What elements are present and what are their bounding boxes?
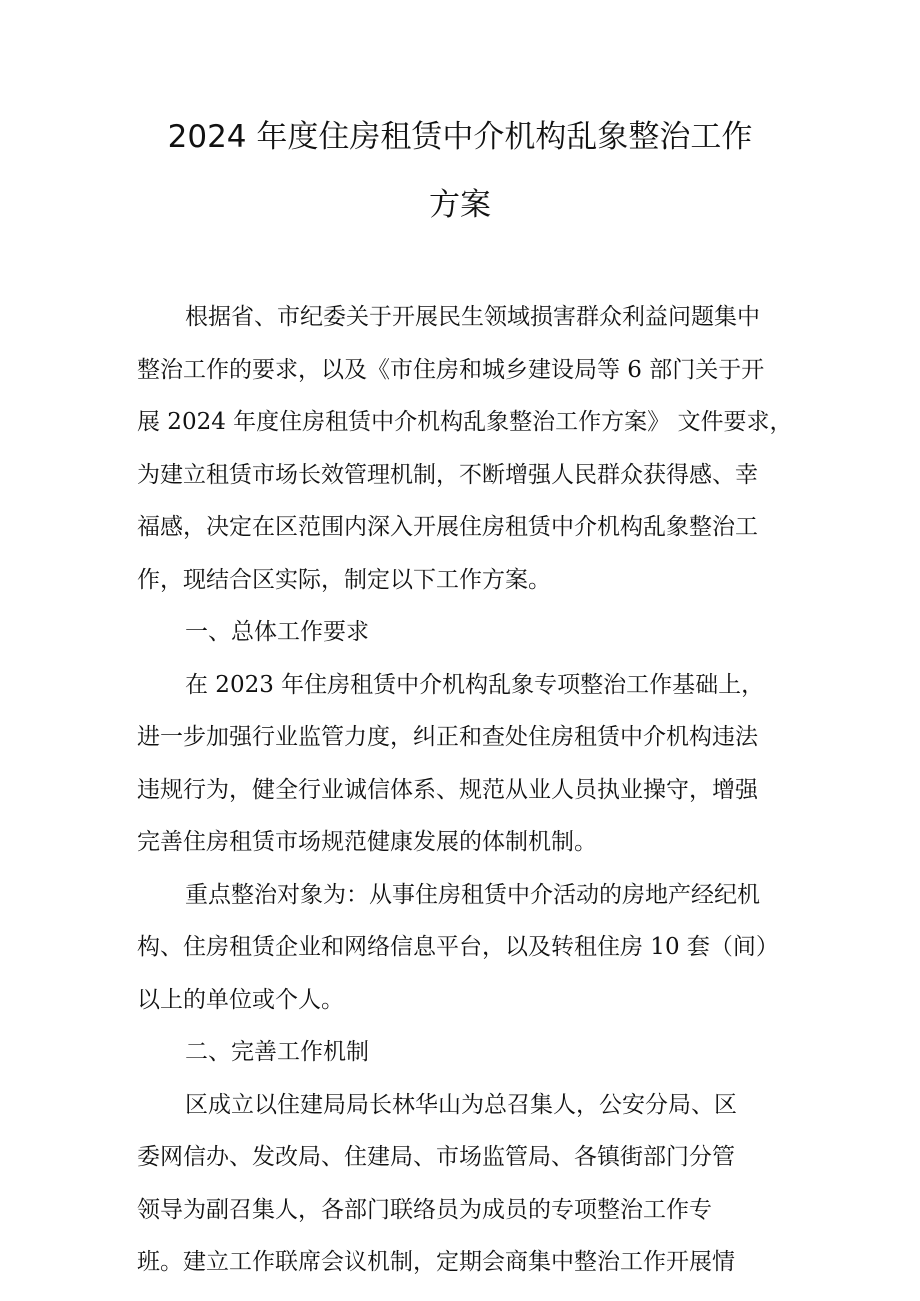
paragraph-line: 展 2024 年度住房租赁中介机构乱象整治工作方案》 文件要求， xyxy=(137,409,793,435)
paragraph-line: 福感，决定在区范围内深入开展住房租赁中介机构乱象整治工 xyxy=(137,514,758,540)
document-title-line-2: 方案 xyxy=(429,187,491,223)
paragraph-line: 重点整治对象为：从事住房租赁中介活动的房地产经纪机 xyxy=(185,881,760,908)
document-body xyxy=(137,291,813,1289)
paragraph-line: 委网信办、发改局、住建局、市场监管局、各镇街部门分管 xyxy=(137,1144,735,1170)
paragraph-line: 班。建立工作联席会议机制，定期会商集中整治工作开展情 xyxy=(137,1249,735,1275)
paragraph-line: 在 2023 年住房租赁中介机构乱象专项整治工作基础上， xyxy=(185,671,765,698)
section-heading: 一、总体工作要求 xyxy=(185,619,369,645)
paragraph-line: 作，现结合区实际，制定以下工作方案。 xyxy=(137,566,551,593)
paragraph-line: 领导为副召集人，各部门联络员为成员的专项整治工作专 xyxy=(137,1196,712,1223)
paragraph-line: 进一步加强行业监管力度，纠正和查处住房租赁中介机构违法 xyxy=(137,724,758,750)
paragraph-line: 区成立以住建局局长林华山为总召集人，公安分局、区 xyxy=(185,1091,737,1118)
paragraph-line: 违规行为，健全行业诚信体系、规范从业人员执业操守，增强 xyxy=(137,776,758,803)
paragraph-line: 整治工作的要求，以及《市住房和城乡建设局等 6 部门关于开 xyxy=(137,356,765,383)
document-title-line-1: 2024 年度住房租赁中介机构乱象整治工作 xyxy=(167,119,753,155)
paragraph-line: 为建立租赁市场长效管理机制，不断增强人民群众获得感、幸 xyxy=(137,461,758,488)
paragraph-line: 以上的单位或个人。 xyxy=(137,986,344,1013)
paragraph-line: 根据省、市纪委关于开展民生领域损害群众利益问题集中 xyxy=(185,304,760,330)
paragraph-line: 完善住房租赁市场规范健康发展的体制机制。 xyxy=(137,829,597,855)
section-heading: 二、完善工作机制 xyxy=(185,1039,369,1065)
paragraph-line: 构、住房租赁企业和网络信息平台，以及转租住房 10 套（间） xyxy=(137,934,779,960)
